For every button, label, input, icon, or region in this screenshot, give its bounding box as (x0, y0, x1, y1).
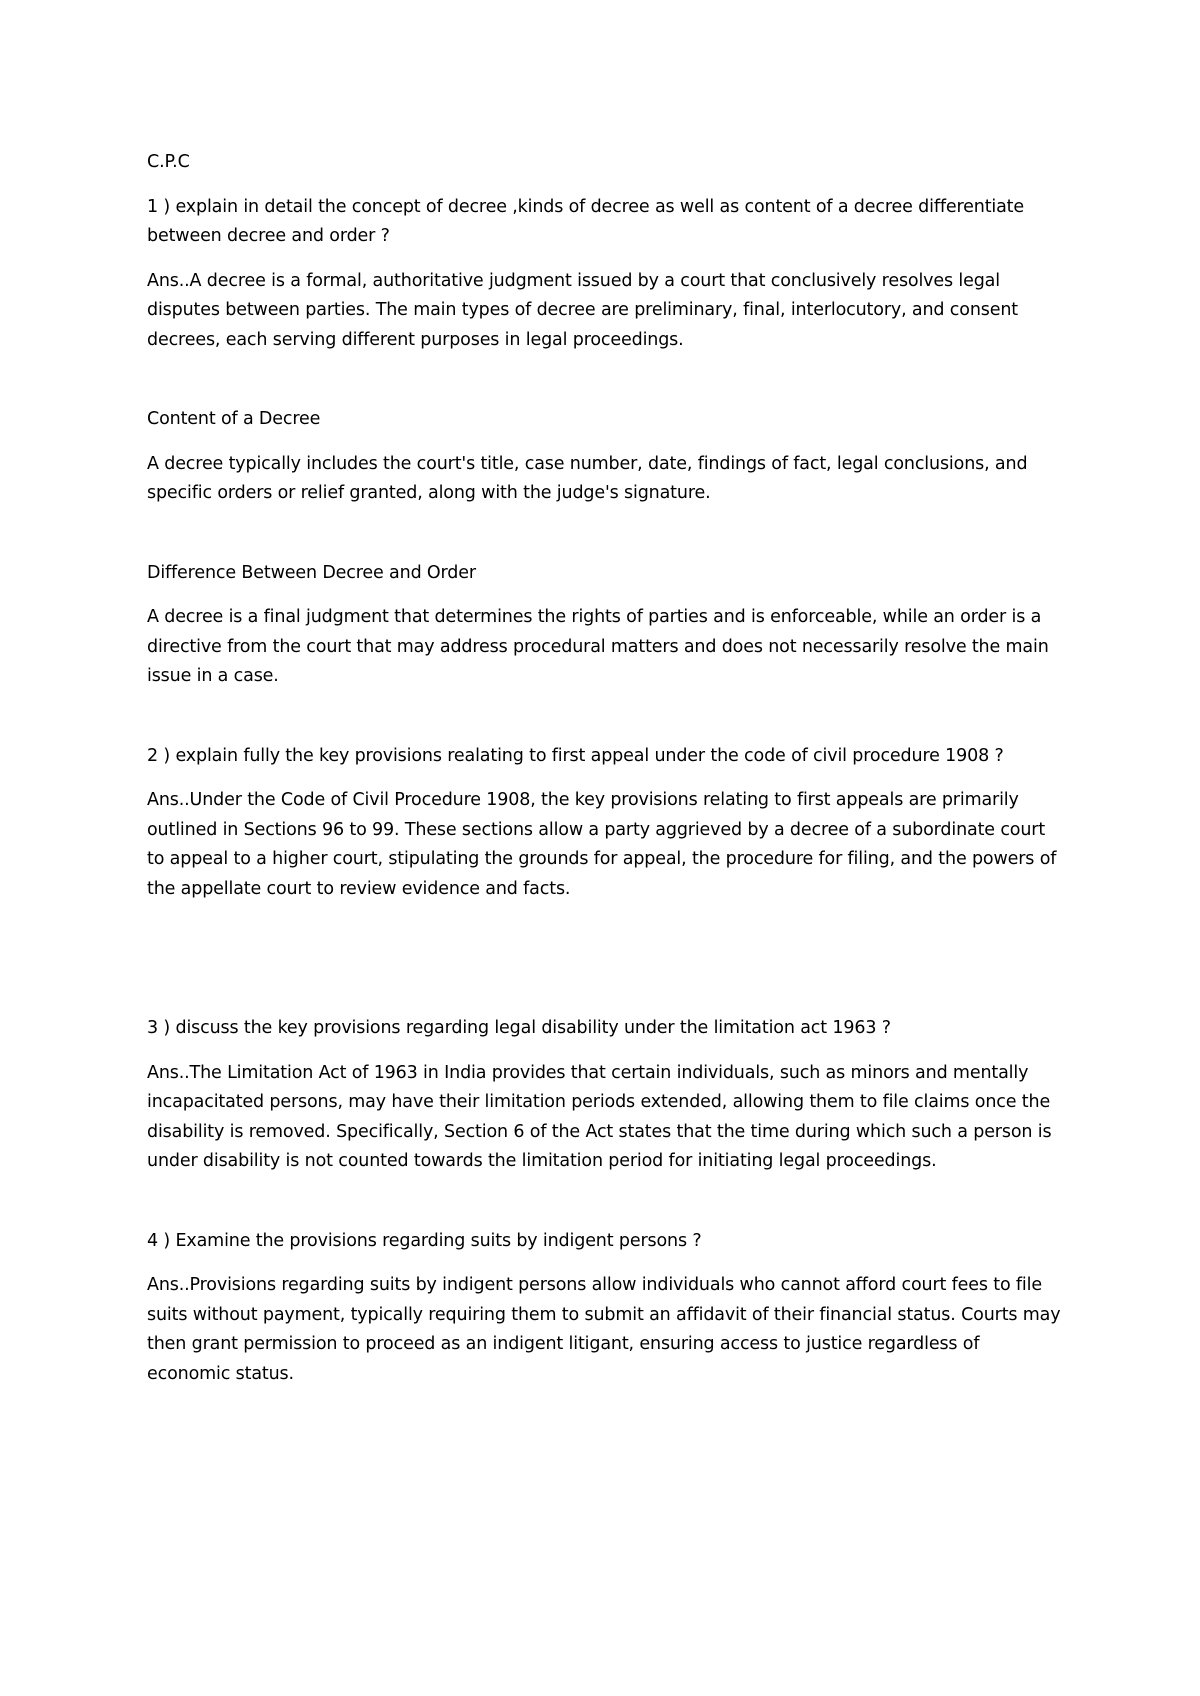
question-2: 2 ) explain fully the key provisions realating to first appeal under the code of civil procedure 1908 ? (147, 745, 1004, 766)
question-1: 1 ) explain in detail the concept of decree ,kinds of decree as well as content of a decree differentiate between decree and order ? (147, 196, 1025, 246)
difference-text: A decree is a final judgment that determines the rights of parties and is enforceable, while an order is a directive from the court that may address procedural matters and does not necessarily resolve the main issue in a case. (147, 607, 1049, 686)
question-4: 4 ) Examine the provisions regarding suits by indigent persons ? (147, 1230, 702, 1251)
document-page (147, 148, 1067, 1389)
answer-2: Ans..Under the Code of Civil Procedure 1908, the key provisions relating to first appeals are primarily outlined in Sections 96 to 99. These sections allow a party aggrieved by a decree of a subordinate court to appeal to a higher court, stipulating the grounds for appeal, the procedure for filing, and the powers of the appellate court to review evidence and facts. (147, 790, 1057, 899)
difference-heading: Difference Between Decree and Order (147, 562, 476, 583)
question-3: 3 ) discuss the key provisions regarding legal disability under the limitation act 1963 ? (147, 1018, 891, 1038)
content-of-decree-heading: Content of a Decree (147, 409, 321, 429)
answer-1: Ans..A decree is a formal, authoritative judgment issued by a court that conclusively resolves legal disputes between parties. The main types of decree are preliminary, final, interlocutory, and consent decrees, each serving different purposes in legal proceedings. (147, 270, 1018, 350)
content-of-decree-text: A decree typically includes the court's title, case number, date, findings of fact, legal conclusions, and specific orders or relief granted, along with the judge's signature. (147, 453, 1028, 503)
document-title: C.P.C (147, 152, 190, 172)
answer-4: Ans..Provisions regarding suits by indigent persons allow individuals who cannot afford court fees to file suits without payment, typically requiring them to submit an affidavit of their financial status. Courts may then grant permission to proceed as an indigent litigant, ensuring access to justice regardless of economic status. (147, 1275, 1061, 1384)
answer-3: Ans..The Limitation Act of 1963 in India provides that certain individuals, such as minors and mentally incapacitated persons, may have their limitation periods extended, allowing them to file claims once the disability is removed. Specifically, Section 6 of the Act states that the time during which such a person is under disability is not counted towards the limitation period for initiating legal proceedings. (147, 1062, 1052, 1171)
